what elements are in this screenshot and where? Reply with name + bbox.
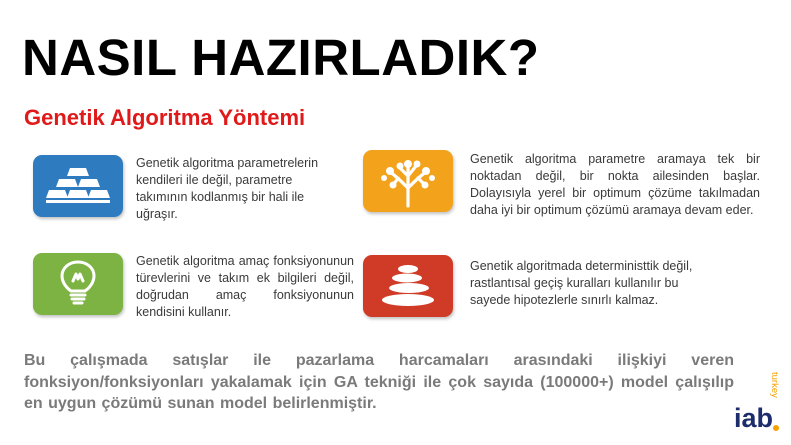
item-description: Genetik algoritma amaç fonksiyonunun türevlerini ve takım ek bilgileri değil, doğrudan amaç fonksiyonunun kendisini kullanır. [136,254,354,319]
tree-tile [363,150,453,212]
section-subtitle: Genetik Algoritma Yöntemi [24,105,306,130]
logo-wordmark: iab [734,403,774,433]
item-description: Genetik algoritma parametrelerin kendileri ile değil, parametre takımının kodlanmış bir hali ile uğraşır. [136,156,319,221]
tree-icon [378,154,438,208]
gold-bars-tile [33,155,123,217]
item-description: Genetik algoritma parametre aramaya tek bir noktadan değil, bir nokta ailesinden başlar. Dolayısıyla yerel bir optimum çözüme takılmadan daha iyi bir optimum çözümü aramaya devam eder. [470,152,760,217]
lightbulb-icon [58,259,98,309]
stacked-stones-icon [378,263,438,309]
page-title: NASIL HAZIRLADIK? [22,29,540,86]
stacked-stones-tile [363,255,453,317]
item-description: Genetik algoritmada deterministtik değil, rastlantısal geçiş kuralları kullanılır bu sayede hipotezlerle sınırlı kalmaz. [470,259,693,307]
gold-bars-icon [46,166,110,206]
lightbulb-tile [33,253,123,315]
logo-country-text: turkey [769,372,780,398]
summary-text: Bu çalışmada satışlar ile pazarlama harcamaları arasındaki ilişkiyi veren fonksiyon/fonksiyonları yakalamak için GA tekniği ile çok sayıda (100000+) model çalışılıp en uygun çözümü sunan model belirlenmiştir. [24,352,734,412]
iab-turkey-logo [734,372,784,434]
logo-dot [773,425,779,431]
